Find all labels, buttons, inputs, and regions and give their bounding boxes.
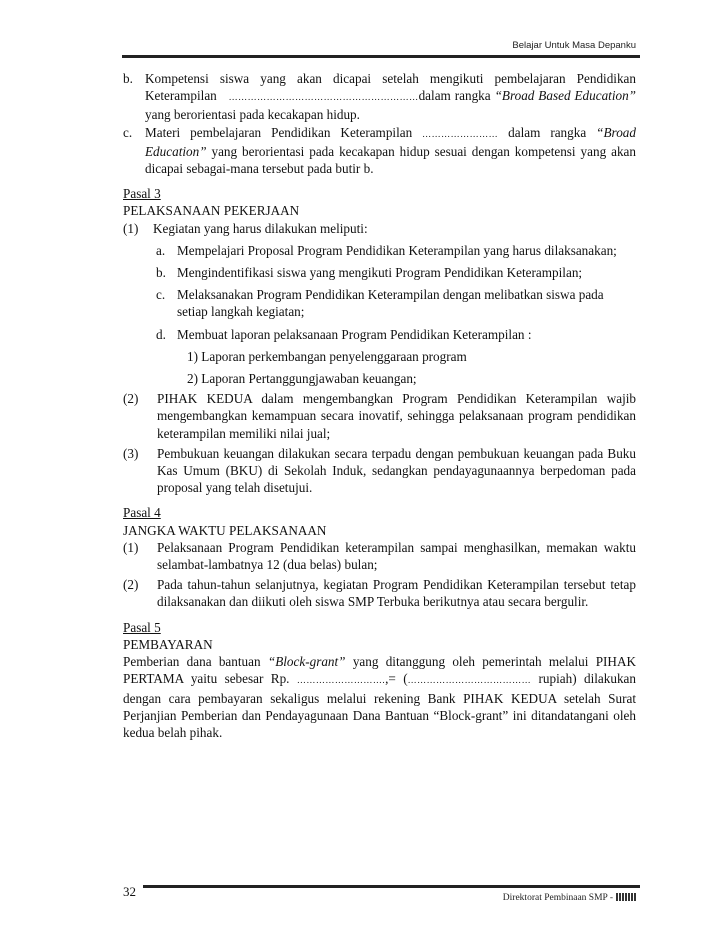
pasal-3-sub-d-2: 2) Laporan Pertanggungjawaban keuangan;	[187, 371, 417, 387]
pasal-5-label: Pasal 5	[123, 619, 161, 635]
pasal-5-title: PEMBAYARAN	[123, 636, 213, 652]
pasal-3-sub-a: a. Mempelajari Proposal Program Pendidikan Keterampilan yang harus dilaksanakan;	[156, 242, 617, 258]
footer-publisher: Direktorat Pembinaan SMP -	[503, 893, 636, 903]
intro-item-b: b. Kompetensi siswa yang akan dicapai setelah mengikuti pembelajaran Pendidikan Keterampilan ……………………………………………………dalam rangka “Broad Based Education” yang berorientasi pada kecakapan hidup.	[123, 71, 637, 123]
document-body	[123, 70, 636, 741]
pasal-3-sub-d-1: 1) Laporan perkembangan penyelenggaraan program	[187, 348, 467, 364]
page-header	[0, 0, 728, 60]
pasal-3-sub-c: c. Melaksanakan Program Pendidikan Keterampilan dengan melibatkan siswa pada setiap langkah kegiatan;	[156, 287, 604, 320]
page-number: 32	[123, 884, 136, 899]
pasal-3-sub-b: b. Mengindentifikasi siswa yang mengikuti Program Pendidikan Keterampilan;	[156, 265, 583, 281]
intro-item-c: c. Materi pembelajaran Pendidikan Keterampilan …………………… dalam rangka “Broad Education” yang berorientasi pada kecakapan hidup sesuai dengan kompetensi yang akan dicapai sebagai-mana tersebut pada butir b.	[123, 124, 637, 177]
barcode-icon	[616, 893, 636, 901]
pasal-3-item-2: (2) PIHAK KEDUA dalam mengembangkan Program Pendidikan Keterampilan wajib mengembangkan kemampuan secara inovatif, sehingga pelaksanaan program pendidikan keterampilan memiliki nilai jual;	[123, 391, 636, 441]
pasal-3-item-1: (1) Kegiatan yang harus dilakukan meliputi:	[123, 220, 368, 236]
pasal-3-item-3: (3) Pembukuan keuangan dilakukan secara terpadu dengan pembukuan keuangan pada Buku Kas Umum (BKU) di Sekolah Induk, sedangkan pendayagunaannya berpedoman pada proposal yang telah disetujui.	[123, 445, 636, 496]
pasal-4-item-2: (2) Pada tahun-tahun selanjutnya, kegiatan Program Pendidikan Keterampilan tersebut tetap dilaksanakan dan diikuti oleh siswa SMP Terbuka berikutnya atau secara bergulir.	[123, 577, 636, 610]
pasal-3-title: PELAKSANAAN PEKERJAAN	[123, 203, 300, 219]
pasal-5-paragraph: Pemberian dana bantuan “Block-grant” yang ditanggung oleh pemerintah melalui PIHAK PERTAMA yaitu sebesar Rp. ……………………….,= (………………………………… rupiah) dilakukan dengan cara pembayaran sekaligus melalui rekening Bank PIHAK KEDUA setelah Surat Perjanjian Pemberian dan Pendayagunaan Dana Bantuan “Block-grant” ini ditandatangani oleh kedua belah pihak.	[123, 654, 637, 740]
pasal-4-title: JANGKA WAKTU PELAKSANAAN	[123, 522, 327, 538]
pasal-4-label: Pasal 4	[123, 505, 161, 521]
header-title: Belajar Untuk Masa Depanku	[512, 40, 636, 51]
pasal-3-sub-d: d. Membuat laporan pelaksanaan Program Pendidikan Keterampilan :	[156, 326, 532, 342]
footer-rule	[143, 885, 640, 888]
pasal-4-item-1: (1) Pelaksanaan Program Pendidikan keterampilan sampai menghasilkan, memakan waktu selambat-lambatnya 12 (dua belas) bulan;	[123, 539, 636, 573]
pasal-3-label: Pasal 3	[123, 186, 161, 202]
page-footer	[0, 870, 728, 910]
header-rule	[122, 55, 640, 58]
